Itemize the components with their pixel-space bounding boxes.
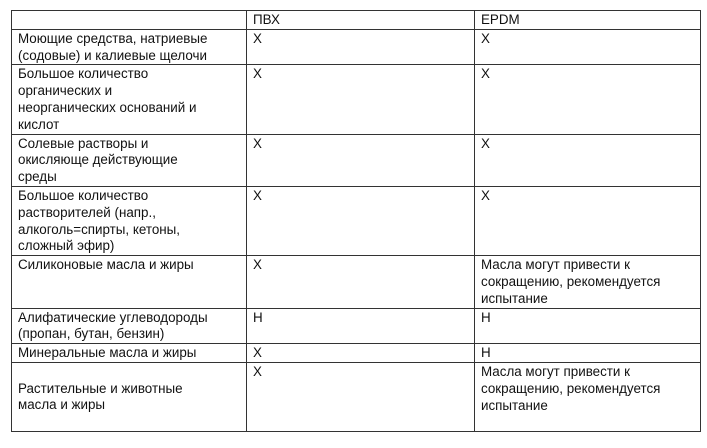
pvc-cell: Х: [247, 362, 475, 431]
substance-cell: Солевые растворы и окисляюще действующие среды: [12, 134, 247, 186]
substance-cell: Минеральные масла и жиры: [12, 344, 247, 363]
pvc-cell: Х: [247, 344, 475, 363]
substance-cell: Силиконовые масла и жиры: [12, 256, 247, 308]
pvc-cell: Х: [247, 256, 475, 308]
epdm-cell: Х: [475, 186, 701, 255]
pvc-cell: Х: [247, 29, 475, 65]
pvc-cell: Н: [247, 308, 475, 344]
table-row: [12, 134, 701, 186]
epdm-cell: Х: [475, 65, 701, 134]
pvc-cell: Х: [247, 134, 475, 186]
epdm-cell: Н: [475, 308, 701, 344]
table-row: [12, 362, 701, 431]
table-row: [12, 308, 701, 344]
epdm-cell: Масла могут привести к сокращению, рекомендуется испытание: [475, 362, 701, 431]
substance-cell: Моющие средства, натриевые (содовые) и калиевые щелочи: [12, 29, 247, 65]
table-row: [12, 186, 701, 255]
epdm-cell: Н: [475, 344, 701, 363]
substance-cell: Алифатические углеводороды (пропан, бутан, бензин): [12, 308, 247, 344]
table-row: [12, 65, 701, 134]
resistance-table: [11, 10, 701, 432]
pvc-cell: Х: [247, 65, 475, 134]
substance-cell: Большое количество органических и неорганических оснований и кислот: [12, 65, 247, 134]
table-header-row: [12, 11, 701, 30]
table-row: [12, 256, 701, 308]
epdm-cell: Х: [475, 29, 701, 65]
substance-cell: Большое количество растворителей (напр., алкоголь=спирты, кетоны, сложный эфир): [12, 186, 247, 255]
table-row: [12, 344, 701, 363]
header-cell-pvc: ПВХ: [247, 11, 475, 30]
header-cell-epdm: EPDM: [475, 11, 701, 30]
header-cell-substance: [12, 11, 247, 30]
pvc-cell: Х: [247, 186, 475, 255]
epdm-cell: Масла могут привести к сокращению, рекомендуется испытание: [475, 256, 701, 308]
substance-cell: Растительные и животные масла и жиры: [12, 362, 247, 431]
epdm-cell: Х: [475, 134, 701, 186]
table-row: [12, 29, 701, 65]
